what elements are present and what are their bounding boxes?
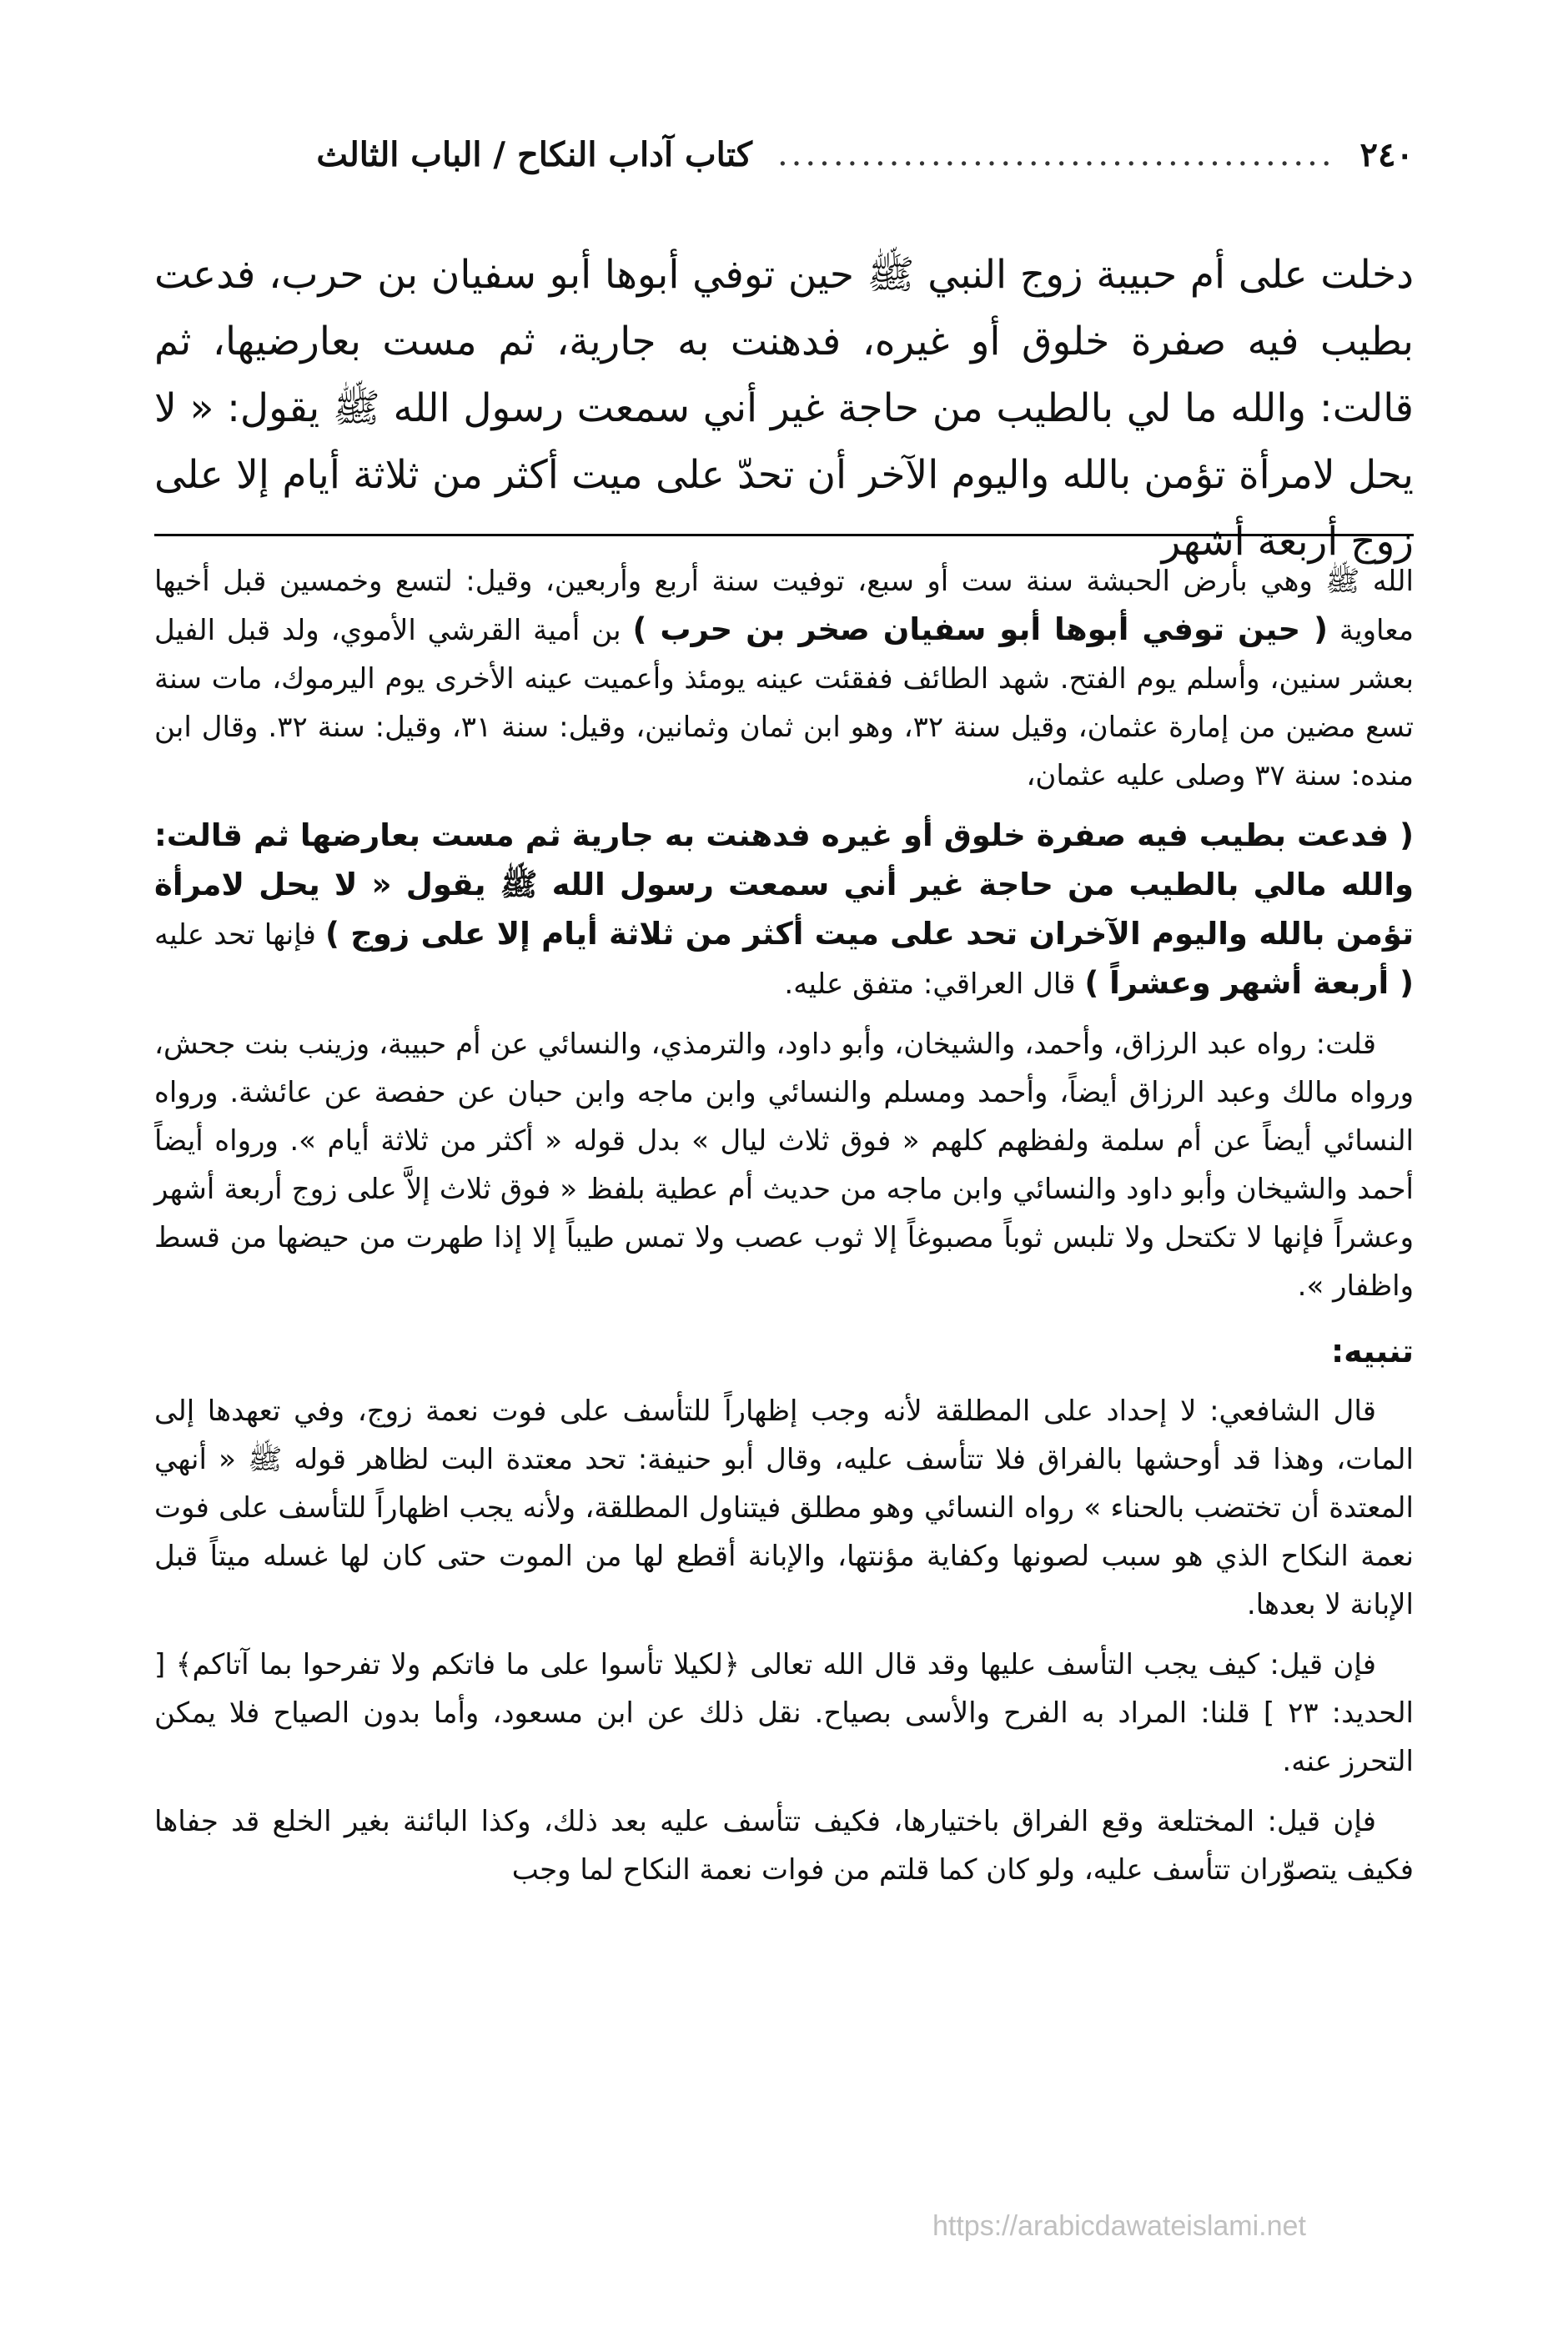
commentary-paragraph-6: فإن قيل: المختلعة وقع الفراق باختيارها، فكيف تتأسف عليه بعد ذلك، وكذا البائنة بغير الخلع قد جفاها فكيف يتصوّران تتأسف عليه، ولو كان كما قلتم من فوات نعمة النكاح لما وجب xyxy=(154,1805,1414,1887)
commentary-text: بن أمية القرشي الأموي، ولد قبل الفيل بعشر سنين، وأسلم يوم الفتح. شهد الطائف ففقئت عينه يومئذ وأعميت عينه الأخرى يوم اليرموك، مات سنة تسع مضين من إمارة عثمان، وقيل سنة ٣٢، وهو ابن ثمان وثمانين، وقيل: سنة ٣١، وقيل: سنة ٣٢. وقال ابن منده: سنة ٣٧ وصلى عليه عثمان، xyxy=(154,614,1414,792)
header-dots: ........................................ xyxy=(776,135,1335,173)
commentary-text: قال العراقي: متفق عليه. xyxy=(784,967,1076,1001)
commentary-block xyxy=(154,557,1414,1906)
commentary-paragraph-4: قال الشافعي: لا إحداد على المطلقة لأنه وجب إظهاراً للتأسف على فوت نعمة زوج، وفي تعهدها إلى المات، وهذا قد أوحشها بالفراق فلا تتأسف عليه، وقال أبو حنيفة: تحد معتدة البت لظاهر قوله ﷺ « أنهي المعتدة أن تختضب بالحناء » رواه النسائي وهو مطلق فيتناول المطلقة، ولأنه يجب اظهاراً للتأسف على فوت نعمة النكاح الذي هو سبب لصونها وكفاية مؤنتها، والإبانة أقطع لها من الموت حتى كان لها غسله ميتاً قبل الإبانة لا بعدها. xyxy=(154,1395,1414,1621)
header-title: كتاب آداب النكاح / الباب الثالث xyxy=(316,134,752,174)
commentary-paragraph-3: قلت: رواه عبد الرزاق، وأحمد، والشيخان، وأبو داود، والترمذي، والنسائي عن أم حبيبة، وزينب بنت جحش، ورواه مالك وعبد الرزاق أيضاً، وأحمد ومسلم والنسائي وابن ماجه وابن حبان عن حفصة عن عائشة. ورواه النسائي أيضاً عن أم سلمة ولفظهم كلهم « فوق ثلاث ليال » بدل قوله « أكثر من ثلاثة أيام ». ورواه أيضاً أحمد والشيخان وأبو داود والنسائي وابن ماجه من حديث أم عطية بلفظ « فوق ثلاث إلاَّ على زوج أربعة أشهر وعشراً فإنها لا تكتحل ولا تلبس ثوباً مصبوغاً إلا ثوب عصب ولا تمس طيباً إلا إذا طهرت من حيضها من قسط واظفار ». xyxy=(154,1028,1414,1303)
commentary-text: فإنها تحد عليه xyxy=(154,918,316,952)
commentary-bold-quote: ( حين توفي أبوها أبو سفيان صخر بن حرب ) xyxy=(632,611,1329,647)
running-header xyxy=(154,125,1414,183)
commentary-paragraph-2 xyxy=(154,812,1414,1008)
page-number: ٢٤٠ xyxy=(1359,134,1414,174)
main-text-block xyxy=(154,242,1414,575)
commentary-bold-quote: ( أربعة أشهر وعشراً ) xyxy=(1084,965,1414,1001)
commentary-text: الله ﷺ وهي بأرض الحبشة سنة ست أو سبع، توفيت سنة أربع وأربعين، وقيل: لتسع وخمسين قبل أخيها معاوية xyxy=(154,565,1415,647)
source-watermark: https://arabicdawateislami.net xyxy=(932,2210,1306,2242)
commentary-paragraph-5: فإن قيل: كيف يجب التأسف عليها وقد قال الله تعالى ﴿لكيلا تأسوا على ما فاتكم ولا تفرحوا بما آتاكم﴾ [ الحديد: ٢٣ ] قلنا: المراد به الفرح والأسى بصياح. نقل ذلك عن ابن مسعود، وأما بدون الصياح فلا يمكن التحرز عنه. xyxy=(154,1648,1414,1778)
commentary-paragraph-1 xyxy=(154,557,1414,800)
section-heading-tanbih: تنبيه: xyxy=(1330,1333,1414,1370)
main-paragraph: دخلت على أم حبيبة زوج النبي ﷺ حين توفي أبوها أبو سفيان بن حرب، فدعت بطيب فيه صفرة خلوق أو غيره، فدهنت به جارية، ثم مست بعارضيها، ثم قالت: والله ما لي بالطيب من حاجة غير أني سمعت رسول الله ﷺ يقول: « لا يحل لامرأة تؤمن بالله واليوم الآخر أن تحدّ على ميت أكثر من ثلاثة أيام إلا على زوج أربعة أشهر xyxy=(154,252,1414,565)
footnote-separator xyxy=(154,534,1414,536)
commentary-bold-quote: ( فدعت بطيب فيه صفرة خلوق أو غيره فدهنت به جارية ثم مست بعارضها ثم قالت: والله مالي بالطيب من حاجة غير أني سمعت رسول الله ﷺ يقول « لا يحل لامرأة تؤمن بالله واليوم الآخران تحد على ميت أكثر من ثلاثة أيام إلا على زوج ) xyxy=(154,817,1414,952)
